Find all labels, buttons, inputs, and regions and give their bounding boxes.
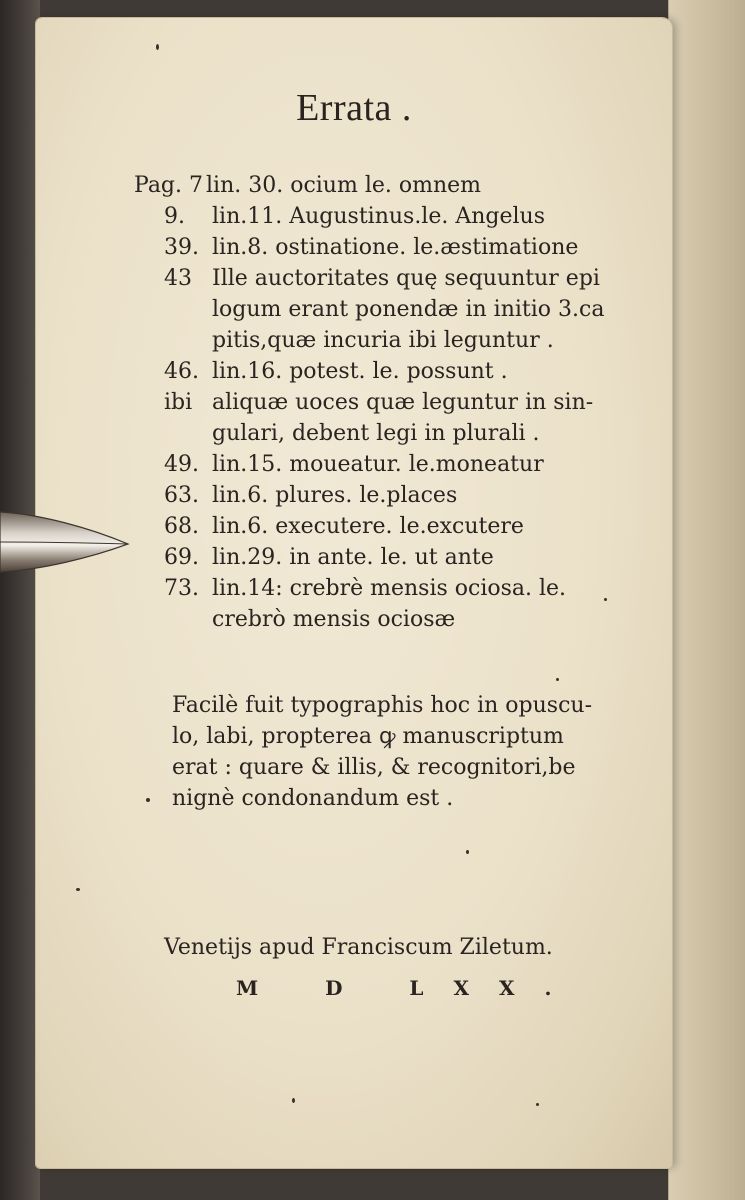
note-line: lo, labi, propterea ꝙ manuscriptum bbox=[172, 724, 564, 749]
errata-page-ref: 39. bbox=[164, 235, 199, 260]
ink-speck bbox=[76, 888, 80, 891]
errata-entry bbox=[134, 387, 654, 418]
ink-speck bbox=[292, 1098, 295, 1103]
errata-correction: gulari, debent legi in plurali . bbox=[212, 421, 540, 446]
printer-note bbox=[172, 690, 642, 814]
ink-speck bbox=[146, 798, 150, 802]
errata-page-ref: 49. bbox=[164, 452, 199, 477]
errata-correction: lin.6. executere. le.excutere bbox=[212, 514, 524, 539]
errata-page-ref: 46. bbox=[164, 359, 199, 384]
errata-entry bbox=[134, 449, 654, 480]
page-title: Errata . bbox=[296, 87, 412, 129]
note-line: nignè condonandum est . bbox=[172, 786, 454, 811]
errata-correction: crebrò mensis ociosæ bbox=[212, 607, 456, 632]
errata-correction: lin.14: crebrè mensis ociosa. le. bbox=[212, 576, 567, 601]
errata-correction: lin.29. in ante. le. ut ante bbox=[212, 545, 494, 570]
errata-continuation bbox=[134, 294, 654, 325]
errata-correction: logum erant ponendæ in initio 3.ca bbox=[212, 297, 605, 322]
ink-speck bbox=[466, 850, 469, 854]
errata-correction: lin. 30. ocium le. omnem bbox=[206, 173, 482, 198]
imprint bbox=[164, 928, 624, 1008]
errata-entry bbox=[134, 263, 654, 294]
errata-page-ref: 9. bbox=[164, 204, 185, 229]
errata-entry bbox=[134, 201, 654, 232]
errata-correction: lin.11. Augustinus.le. Angelus bbox=[212, 204, 546, 229]
errata-continuation bbox=[134, 604, 654, 635]
errata-correction: pitis,quæ incuria ibi leguntur . bbox=[212, 328, 554, 353]
imprint-place: Venetijs apud Franciscum Ziletum. bbox=[164, 935, 553, 960]
errata-page-ref: 63. bbox=[164, 483, 199, 508]
errata-entry bbox=[134, 511, 654, 542]
errata-entry bbox=[134, 573, 654, 604]
book-page bbox=[36, 18, 672, 1168]
note-line: Facilè fuit typographis hoc in opuscu- bbox=[172, 693, 592, 718]
errata-correction: lin.6. plures. le.places bbox=[212, 483, 458, 508]
errata-correction: lin.15. moueatur. le.moneatur bbox=[212, 452, 544, 477]
errata-page-ref: ibi bbox=[164, 390, 193, 415]
errata-entry bbox=[134, 480, 654, 511]
ink-speck bbox=[556, 678, 559, 681]
errata-continuation bbox=[134, 418, 654, 449]
adjacent-page-edge bbox=[668, 0, 745, 1200]
errata-page-ref: 69. bbox=[164, 545, 199, 570]
errata-correction: Ille auctoritates quę sequuntur epi bbox=[212, 266, 600, 291]
errata-correction: lin.16. potest. le. possunt . bbox=[212, 359, 508, 384]
errata-entry bbox=[134, 542, 654, 573]
page-holder-tool-icon bbox=[0, 506, 130, 578]
ink-speck bbox=[536, 1103, 539, 1106]
note-line: erat : quare & illis, & recognitori,be bbox=[172, 755, 576, 780]
imprint-date: M D LXX. bbox=[236, 976, 582, 1000]
errata-page-ref: 68. bbox=[164, 514, 199, 539]
errata-entry bbox=[134, 356, 654, 387]
errata-page-ref: 43 bbox=[164, 266, 192, 291]
book-spine-shadow bbox=[0, 0, 40, 1200]
errata-page-ref: 73. bbox=[164, 576, 199, 601]
errata-continuation bbox=[134, 325, 654, 356]
ink-speck bbox=[156, 44, 159, 50]
errata-list bbox=[134, 170, 654, 635]
errata-entry bbox=[134, 232, 654, 263]
errata-page-ref: Pag. 7 bbox=[134, 173, 203, 198]
ink-speck bbox=[604, 598, 607, 601]
errata-entry bbox=[134, 170, 654, 201]
errata-correction: lin.8. ostinatione. le.æstimatione bbox=[212, 235, 579, 260]
errata-correction: aliquæ uoces quæ leguntur in sin- bbox=[212, 390, 594, 415]
